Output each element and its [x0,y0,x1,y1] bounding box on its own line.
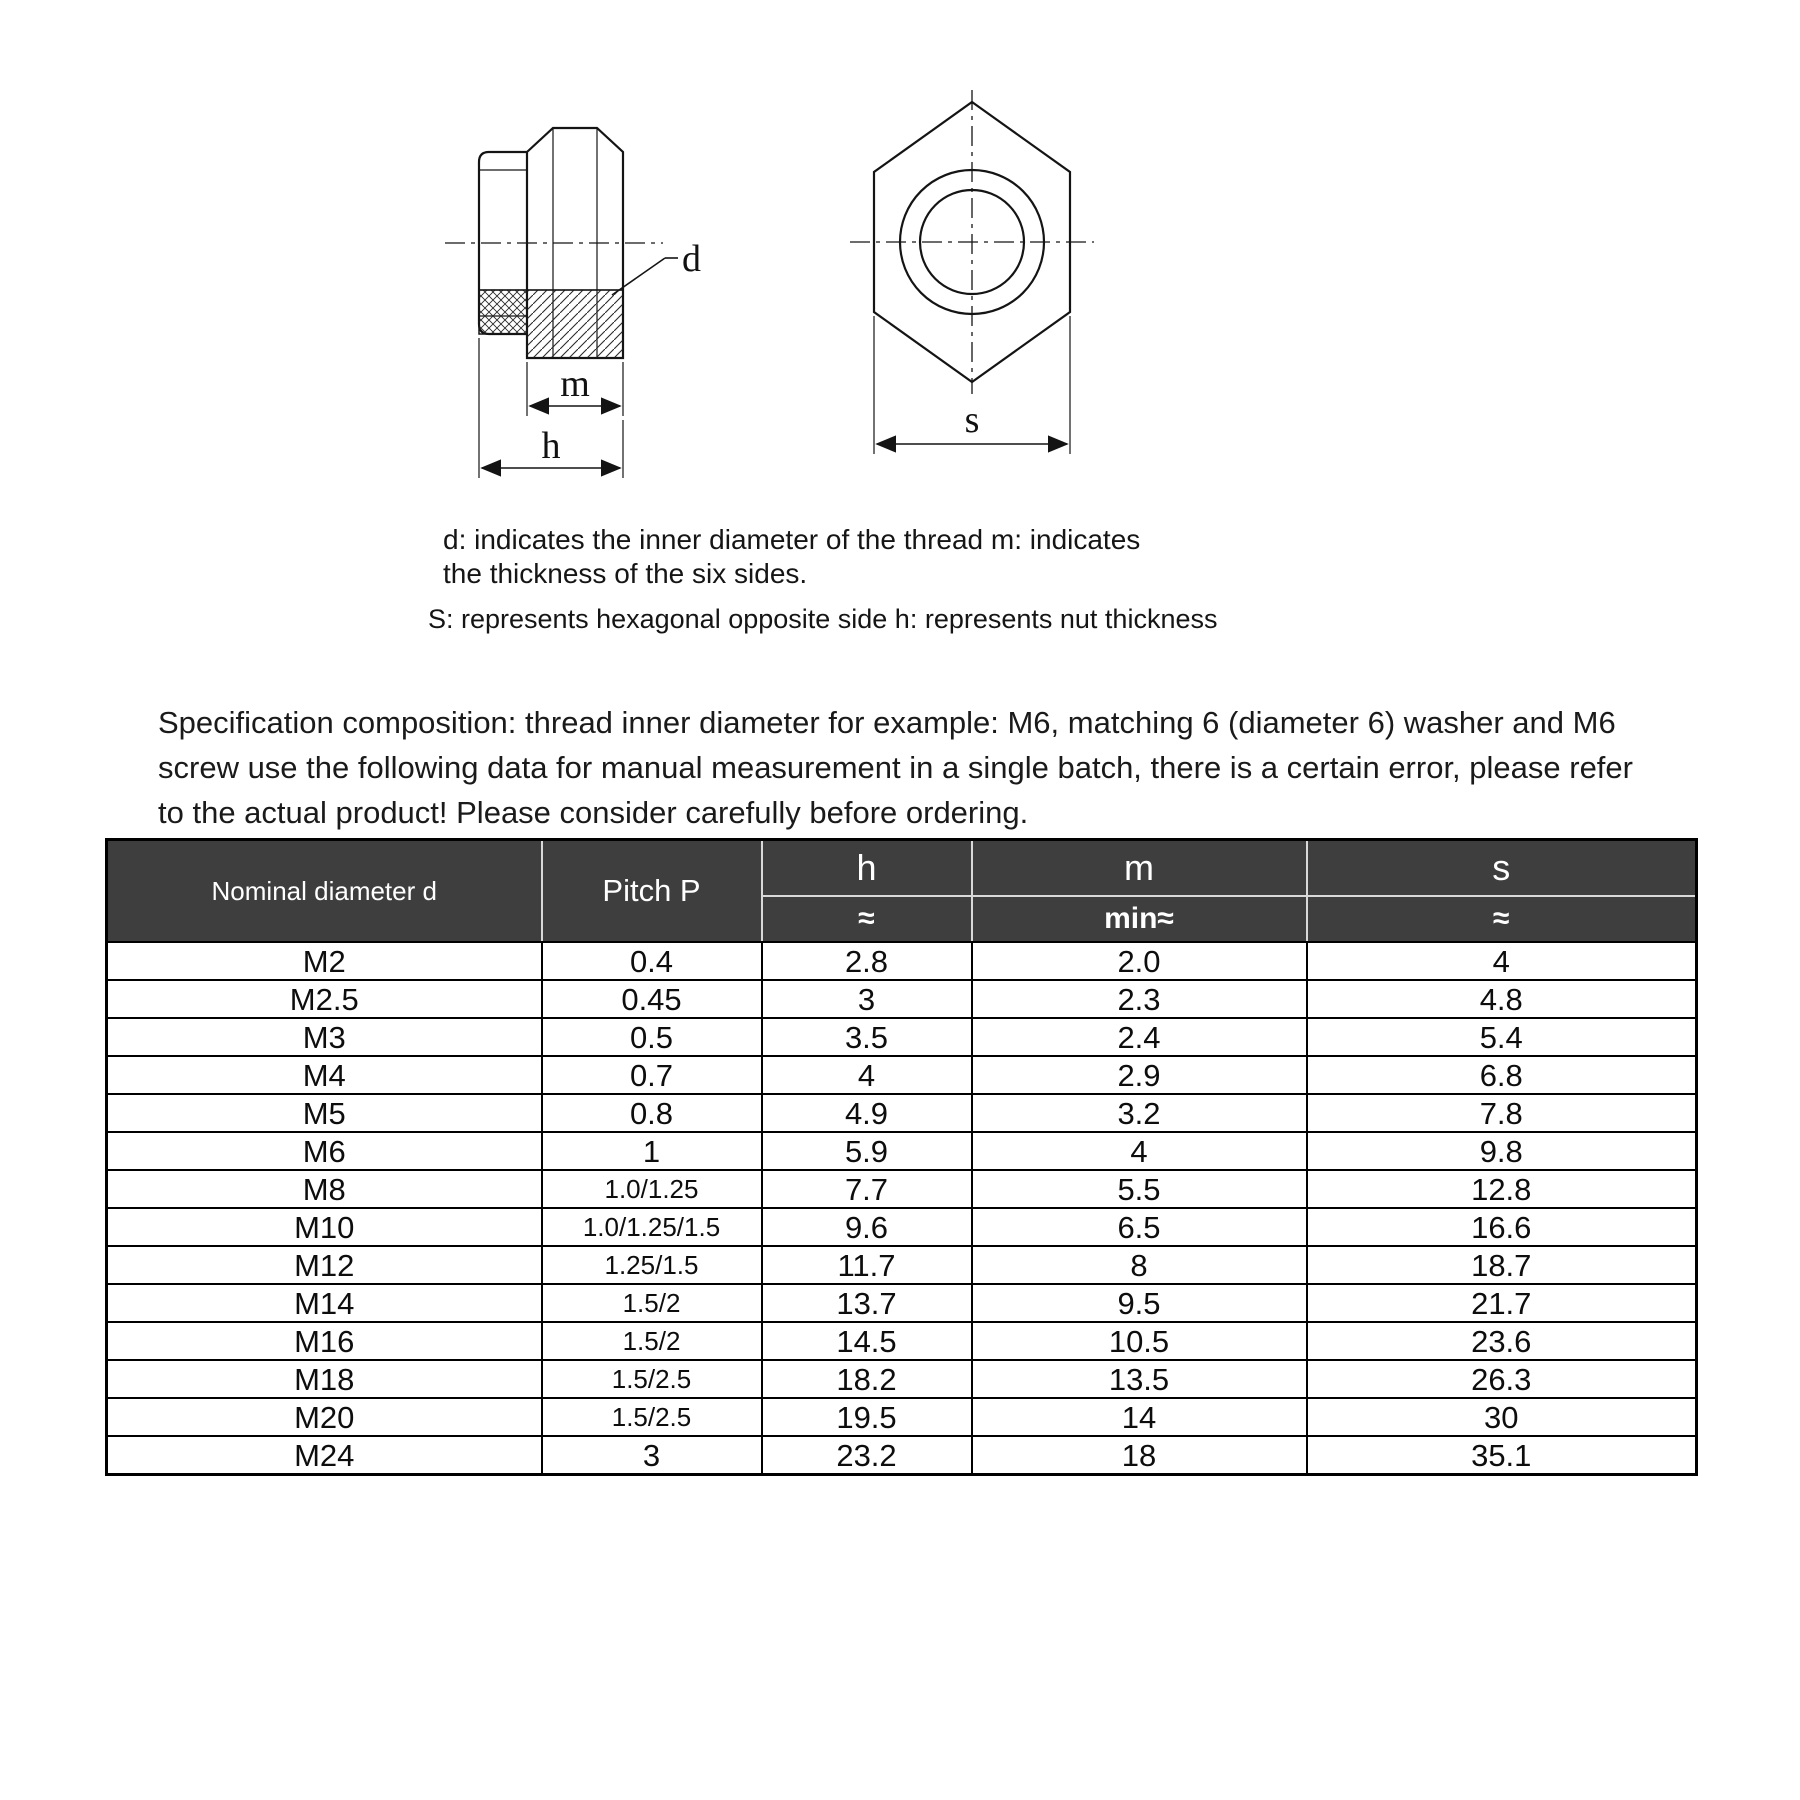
table-cell: 2.4 [972,1018,1307,1056]
table-row [107,1208,1697,1246]
table-cell: M14 [107,1284,542,1322]
table-cell: 26.3 [1307,1360,1697,1398]
table-cell: M12 [107,1246,542,1284]
table-cell: 1.5/2 [542,1322,762,1360]
table-row [107,1284,1697,1322]
table-cell: 4 [762,1056,972,1094]
table-cell: 7.7 [762,1170,972,1208]
table-cell: 18.2 [762,1360,972,1398]
table-cell: 2.0 [972,942,1307,980]
spec-table-body [107,942,1697,1475]
table-cell: 3 [762,980,972,1018]
table-cell: 2.3 [972,980,1307,1018]
table-cell: 1.5/2 [542,1284,762,1322]
table-cell: 6.8 [1307,1056,1697,1094]
caption-s-h [428,604,1217,635]
table-cell: M2.5 [107,980,542,1018]
dimension-m [527,362,623,416]
table-cell: 11.7 [762,1246,972,1284]
caption-d-m-line1: d: indicates the inner diameter of the thread m: indicates [443,524,1141,555]
dimension-label-h: h [541,425,561,467]
spec-table-header [107,840,1697,943]
table-row [107,1436,1697,1475]
table-row [107,1360,1697,1398]
caption-d-m-line2: the thickness of the six sides. [443,558,808,589]
hex-front-outline [850,90,1094,394]
caption-s-h-line: S: represents hexagonal opposite side h: represents nut thickness [428,604,1218,634]
metal-section-hatch [527,290,623,358]
table-cell: M24 [107,1436,542,1475]
table-cell: 1.0/1.25 [542,1170,762,1208]
table-cell: 18 [972,1436,1307,1475]
table-cell: 5.9 [762,1132,972,1170]
table-cell: M4 [107,1056,542,1094]
table-cell: 12.8 [1307,1170,1697,1208]
table-cell: 2.8 [762,942,972,980]
specification-paragraph: Specification composition: thread inner diameter for example: M6, matching 6 (diameter 6) washer and M6 screw use the following data for manual measurement in a single batch, there is a certain error, please refer to the actual product! Please consider carefully before ordering. [158,705,1633,830]
header-h: h [762,840,972,897]
header-s: s [1307,840,1697,897]
table-row [107,942,1697,980]
table-cell: 0.8 [542,1094,762,1132]
table-cell: 4.9 [762,1094,972,1132]
table-cell: 9.5 [972,1284,1307,1322]
table-cell: M16 [107,1322,542,1360]
table-cell: M3 [107,1018,542,1056]
table-cell: 8 [972,1246,1307,1284]
table-cell: 0.7 [542,1056,762,1094]
table-cell: 1.0/1.25/1.5 [542,1208,762,1246]
table-row [107,1056,1697,1094]
table-cell: 18.7 [1307,1246,1697,1284]
table-cell: 14.5 [762,1322,972,1360]
table-cell: 1.5/2.5 [542,1398,762,1436]
table-row [107,1132,1697,1170]
table-cell: M8 [107,1170,542,1208]
table-cell: M10 [107,1208,542,1246]
table-row [107,1170,1697,1208]
table-cell: 5.4 [1307,1018,1697,1056]
dimension-label-m: m [560,363,590,405]
table-cell: 3 [542,1436,762,1475]
table-cell: 30 [1307,1398,1697,1436]
table-row [107,1398,1697,1436]
table-cell: 23.2 [762,1436,972,1475]
dimension-label-d: d [682,238,701,280]
nut-section-outline [445,128,663,358]
nylon-section-hatch [479,290,527,334]
table-cell: 1.5/2.5 [542,1360,762,1398]
table-row [107,1322,1697,1360]
table-cell: 5.5 [972,1170,1307,1208]
table-cell: 23.6 [1307,1322,1697,1360]
table-cell: 4 [1307,942,1697,980]
table-cell: 0.45 [542,980,762,1018]
table-cell: 14 [972,1398,1307,1436]
front-view-diagram [838,82,1118,482]
table-cell: 13.7 [762,1284,972,1322]
side-view-diagram [425,88,755,508]
table-cell: M20 [107,1398,542,1436]
header-pitch: Pitch P [542,840,762,943]
table-cell: 16.6 [1307,1208,1697,1246]
table-cell: 9.6 [762,1208,972,1246]
table-cell: 7.8 [1307,1094,1697,1132]
table-cell: M5 [107,1094,542,1132]
table-cell: 0.4 [542,942,762,980]
table-cell: 6.5 [972,1208,1307,1246]
table-cell: M18 [107,1360,542,1398]
table-cell: 4.8 [1307,980,1697,1018]
table-cell: 10.5 [972,1322,1307,1360]
table-row [107,1094,1697,1132]
table-cell: 35.1 [1307,1436,1697,1475]
table-cell: 3.5 [762,1018,972,1056]
dimension-d [612,238,701,295]
dimension-label-s: s [964,399,980,441]
table-cell: 1.25/1.5 [542,1246,762,1284]
table-cell: M6 [107,1132,542,1170]
spec-table [105,838,1698,1476]
table-row [107,1018,1697,1056]
table-cell: 21.7 [1307,1284,1697,1322]
header-m: m [972,840,1307,897]
table-cell: M2 [107,942,542,980]
table-cell: 19.5 [762,1398,972,1436]
table-cell: 0.5 [542,1018,762,1056]
table-cell: 1 [542,1132,762,1170]
header-s-approx: ≈ [1307,896,1697,942]
table-row [107,1246,1697,1284]
table-cell: 2.9 [972,1056,1307,1094]
table-cell: 3.2 [972,1094,1307,1132]
table-cell: 4 [972,1132,1307,1170]
caption-d-m [443,523,1140,591]
header-h-approx: ≈ [762,896,972,942]
table-row [107,980,1697,1018]
header-nominal-diameter: Nominal diameter d [107,840,542,943]
header-m-min: min≈ [972,896,1307,942]
table-cell: 9.8 [1307,1132,1697,1170]
table-cell: 13.5 [972,1360,1307,1398]
